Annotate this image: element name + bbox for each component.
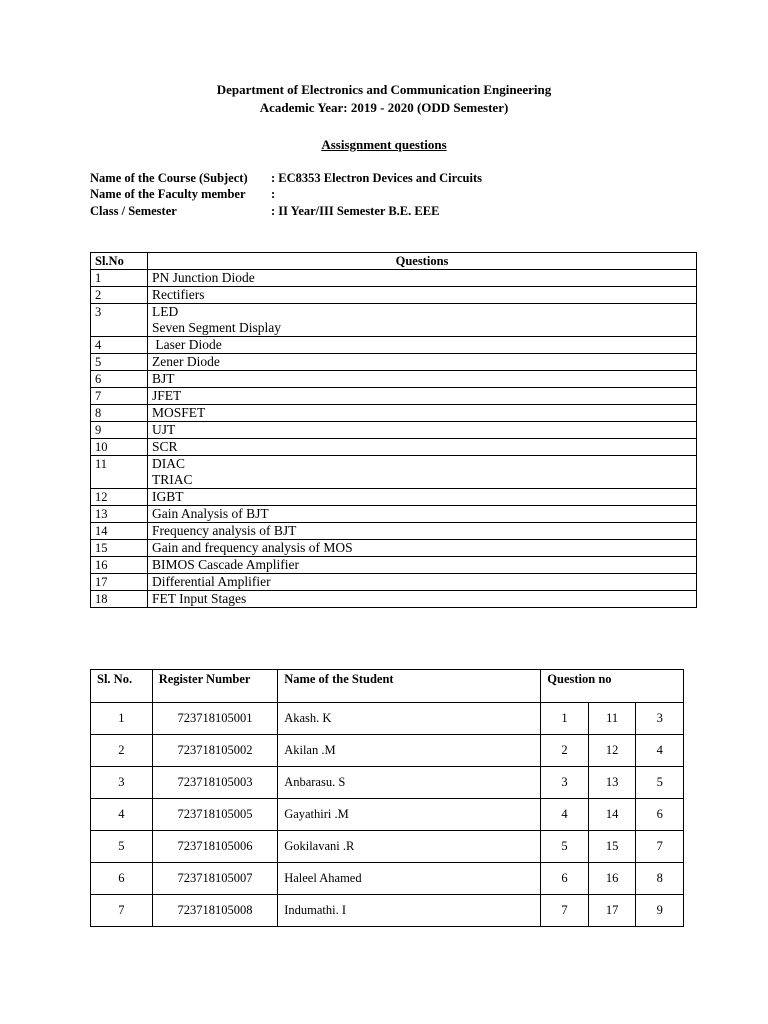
student-slno: 1	[91, 703, 153, 735]
students-header-row	[91, 670, 684, 703]
question-row	[91, 489, 697, 506]
question-cell	[148, 388, 697, 405]
question-text: Gain and frequency analysis of MOS	[152, 540, 353, 555]
student-slno: 2	[91, 735, 153, 767]
question-text: UJT	[152, 422, 176, 437]
question-text: BJT	[152, 371, 175, 386]
question-text: SCR	[152, 439, 178, 454]
question-number: 12	[91, 489, 148, 506]
student-name: Haleel Ahamed	[278, 863, 541, 895]
assigned-question-number: 2	[541, 735, 589, 767]
question-row	[91, 591, 697, 608]
assigned-question-number: 17	[588, 895, 636, 927]
assigned-question-number: 14	[588, 799, 636, 831]
question-number: 15	[91, 540, 148, 557]
question-text: BIMOS Cascade Amplifier	[152, 557, 299, 572]
student-slno: 7	[91, 895, 153, 927]
question-text: TRIAC	[152, 472, 193, 487]
question-text: IGBT	[152, 489, 184, 504]
question-number: 5	[91, 354, 148, 371]
question-cell	[148, 456, 697, 489]
question-number: 1	[91, 270, 148, 287]
assigned-question-number: 3	[636, 703, 684, 735]
question-row	[91, 337, 697, 354]
student-row	[91, 735, 684, 767]
questions-table	[90, 252, 697, 608]
student-slno: 5	[91, 831, 153, 863]
question-row	[91, 270, 697, 287]
question-row	[91, 523, 697, 540]
question-number: 10	[91, 439, 148, 456]
assigned-question-number: 1	[541, 703, 589, 735]
question-text: Rectifiers	[152, 287, 205, 302]
question-number: 9	[91, 422, 148, 439]
question-text: Gain Analysis of BJT	[152, 506, 269, 521]
question-number: 6	[91, 371, 148, 388]
student-slno: 3	[91, 767, 153, 799]
assigned-question-number: 9	[636, 895, 684, 927]
register-number: 723718105005	[152, 799, 277, 831]
register-number: 723718105008	[152, 895, 277, 927]
question-row	[91, 405, 697, 422]
student-name: Indumathi. I	[278, 895, 541, 927]
assigned-question-number: 4	[541, 799, 589, 831]
question-cell	[148, 557, 697, 574]
question-text: PN Junction Diode	[152, 270, 255, 285]
question-text: Zener Diode	[152, 354, 220, 369]
course-label: Name of the Course (Subject)	[90, 171, 248, 185]
question-number: 2	[91, 287, 148, 304]
assigned-question-number: 5	[636, 767, 684, 799]
register-number: 723718105006	[152, 831, 277, 863]
student-row	[91, 831, 684, 863]
question-text: Seven Segment Display	[152, 320, 281, 335]
assigned-question-number: 13	[588, 767, 636, 799]
student-name-header: Name of the Student	[278, 670, 541, 703]
student-name: Gayathiri .M	[278, 799, 541, 831]
student-slno-header: Sl. No.	[91, 670, 153, 703]
question-cell	[148, 287, 697, 304]
question-text: JFET	[152, 388, 182, 403]
question-cell	[148, 540, 697, 557]
question-cell	[148, 523, 697, 540]
question-row	[91, 371, 697, 388]
student-slno: 4	[91, 799, 153, 831]
question-row	[91, 506, 697, 523]
question-text: Differential Amplifier	[152, 574, 271, 589]
question-cell	[148, 270, 697, 287]
students-table	[90, 669, 684, 927]
question-text: LED	[152, 304, 179, 319]
question-number: 16	[91, 557, 148, 574]
questions-header: Questions	[148, 253, 697, 270]
question-number: 3	[91, 304, 148, 337]
question-cell	[148, 337, 697, 354]
student-row	[91, 767, 684, 799]
assigned-question-number: 15	[588, 831, 636, 863]
document-title: Assisgnment questions	[321, 137, 447, 152]
question-row	[91, 456, 697, 489]
question-cell	[148, 371, 697, 388]
question-row	[91, 574, 697, 591]
department-heading: Department of Electronics and Communication Engineering	[216, 82, 552, 97]
question-no-header: Question no	[541, 670, 684, 703]
course-value: : EC8353 Electron Devices and Circuits	[271, 171, 482, 185]
register-number: 723718105001	[152, 703, 277, 735]
register-number: 723718105003	[152, 767, 277, 799]
student-row	[91, 799, 684, 831]
student-name: Akash. K	[278, 703, 541, 735]
question-row	[91, 557, 697, 574]
question-row	[91, 388, 697, 405]
question-text: FET Input Stages	[152, 591, 247, 606]
question-row	[91, 439, 697, 456]
question-cell	[148, 489, 697, 506]
assigned-question-number: 7	[636, 831, 684, 863]
student-name: Anbarasu. S	[278, 767, 541, 799]
question-text: Laser Diode	[152, 337, 222, 352]
student-row	[91, 895, 684, 927]
question-number: 17	[91, 574, 148, 591]
student-row	[91, 863, 684, 895]
faculty-value: :	[271, 187, 276, 201]
register-number-header: Register Number	[152, 670, 277, 703]
question-cell	[148, 591, 697, 608]
register-number: 723718105002	[152, 735, 277, 767]
questions-header-row	[91, 253, 697, 270]
question-text: MOSFET	[152, 405, 206, 420]
assigned-question-number: 6	[541, 863, 589, 895]
class-label: Class / Semester	[90, 204, 177, 218]
question-row	[91, 422, 697, 439]
question-cell	[148, 422, 697, 439]
assigned-question-number: 7	[541, 895, 589, 927]
assigned-question-number: 3	[541, 767, 589, 799]
assigned-question-number: 11	[588, 703, 636, 735]
question-text: DIAC	[152, 456, 185, 471]
academic-year-heading: Academic Year: 2019 - 2020 (ODD Semester)	[259, 100, 509, 115]
student-row	[91, 703, 684, 735]
question-number: 11	[91, 456, 148, 489]
question-text: Frequency analysis of BJT	[152, 523, 297, 538]
question-number: 7	[91, 388, 148, 405]
assigned-question-number: 12	[588, 735, 636, 767]
question-number: 13	[91, 506, 148, 523]
question-number: 8	[91, 405, 148, 422]
question-number: 14	[91, 523, 148, 540]
question-row	[91, 287, 697, 304]
question-cell	[148, 405, 697, 422]
assigned-question-number: 4	[636, 735, 684, 767]
question-cell	[148, 439, 697, 456]
assigned-question-number: 5	[541, 831, 589, 863]
assigned-question-number: 8	[636, 863, 684, 895]
slno-header: Sl.No	[91, 253, 148, 270]
question-cell	[148, 304, 697, 337]
question-row	[91, 540, 697, 557]
register-number: 723718105007	[152, 863, 277, 895]
question-number: 18	[91, 591, 148, 608]
class-value: : II Year/III Semester B.E. EEE	[271, 204, 440, 218]
question-number: 4	[91, 337, 148, 354]
question-cell	[148, 574, 697, 591]
assigned-question-number: 6	[636, 799, 684, 831]
question-cell	[148, 506, 697, 523]
question-row	[91, 354, 697, 371]
student-slno: 6	[91, 863, 153, 895]
assigned-question-number: 16	[588, 863, 636, 895]
student-name: Akilan .M	[278, 735, 541, 767]
faculty-label: Name of the Faculty member	[90, 187, 246, 201]
question-row	[91, 304, 697, 337]
question-cell	[148, 354, 697, 371]
student-name: Gokilavani .R	[278, 831, 541, 863]
